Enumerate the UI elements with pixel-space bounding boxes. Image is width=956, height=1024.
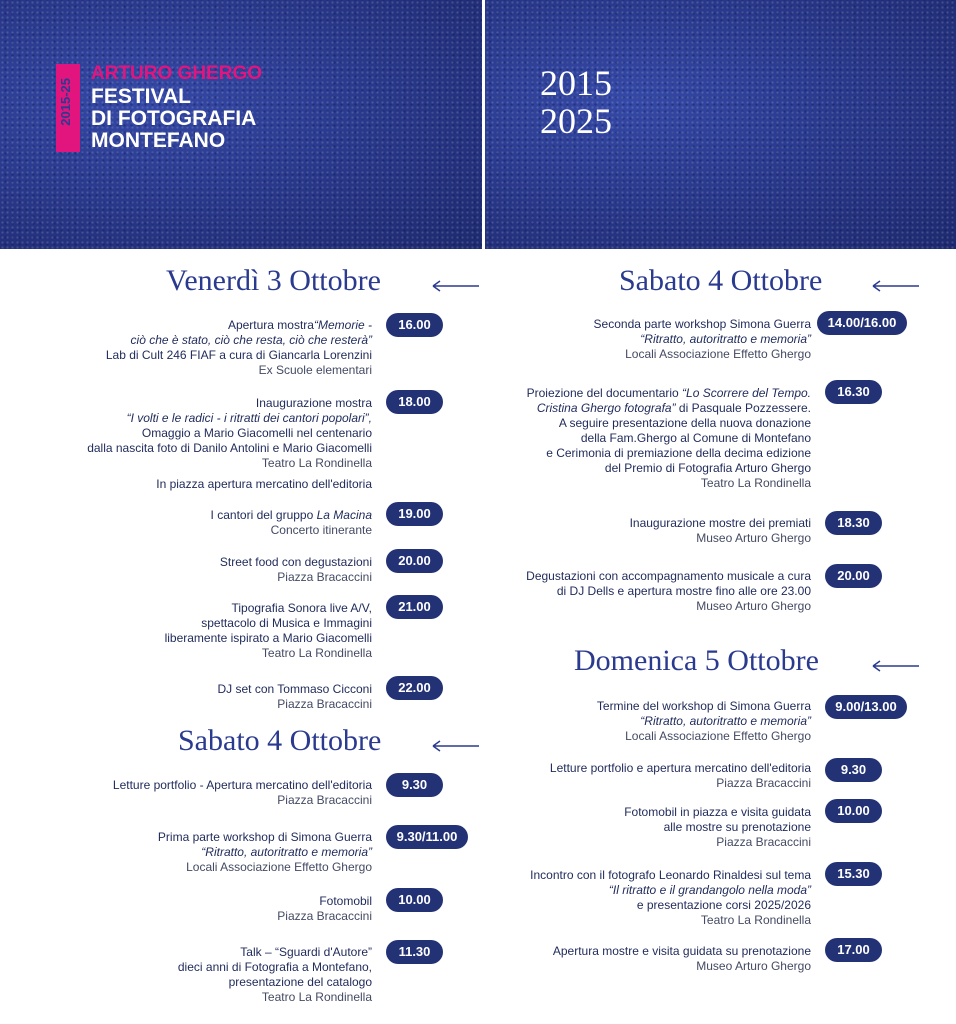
event-text: La Macina [316, 508, 372, 522]
logo-name: ARTURO GHERGO [91, 63, 262, 84]
event-text: dieci anni di Fotografia a Montefano, [177, 960, 372, 974]
header-panel-left [0, 0, 482, 249]
event-text: A seguire presentazione della nuova donazione [558, 416, 811, 430]
event-text: Incontro con il fotografo Leonardo Rinaldesi sul tema [530, 868, 811, 882]
time-badge: 16.30 [825, 380, 882, 404]
event-text [527, 386, 811, 401]
event-item [106, 318, 372, 378]
event-location: Piazza Bracaccini [716, 776, 811, 790]
logo-vertical-text: 2015-25 [58, 78, 73, 126]
logo-festival: FESTIVAL [91, 85, 191, 108]
event-location: Concerto itinerante [270, 523, 372, 537]
event-item [87, 396, 372, 471]
time-badge: 22.00 [386, 676, 443, 700]
event-text: Letture portfolio e apertura mercatino dell'editoria [549, 761, 811, 775]
logo-town: MONTEFANO [91, 129, 226, 152]
event-item [594, 317, 811, 362]
event-text: “I volti e le radici - i ritratti dei cantori popolari”, [126, 411, 372, 425]
header-banner [0, 0, 956, 249]
year-start: 2015 [540, 63, 612, 103]
event-text: Lab di Cult 246 FIAF a cura di Giancarla Lorenzini [105, 348, 372, 362]
event-location: Teatro La Rondinella [261, 990, 372, 1004]
event-text: DJ set con Tommaso Cicconi [217, 682, 372, 696]
time-badge: 16.00 [386, 313, 443, 337]
event-location: Museo Arturo Ghergo [696, 959, 811, 973]
event-text: della Fam.Ghergo al Comune di Montefano [580, 431, 811, 445]
event-item [526, 569, 811, 614]
time-badge: 18.00 [386, 390, 443, 414]
event-text: Apertura mostra [227, 318, 314, 332]
event-text: Fotomobil [319, 894, 372, 908]
left-arrow-icon [872, 280, 920, 292]
event-text: Omaggio a Mario Giacomelli nel centenario [141, 426, 372, 440]
event-location: Ex Scuole elementari [258, 363, 372, 377]
time-badge: 19.00 [386, 502, 443, 526]
event-item [156, 477, 372, 492]
event-location: Piazza Bracaccini [277, 570, 372, 584]
event-text: ciò che è stato, ciò che resta, ciò che resterà” [130, 333, 372, 347]
event-text: Prima parte workshop di Simona Guerra [157, 830, 372, 844]
event-item [220, 555, 372, 585]
event-text: Inaugurazione mostra [255, 396, 372, 410]
event-text: Letture portfolio - Apertura mercatino dell'editoria [112, 778, 372, 792]
event-item [113, 778, 372, 808]
year-end: 2025 [540, 101, 612, 141]
event-text: Apertura mostre e visita guidata su prenotazione [552, 944, 811, 958]
event-location: Locali Associazione Effetto Ghergo [625, 347, 811, 361]
event-item [178, 945, 372, 1005]
event-text: spettacolo di Musica e Immagini [201, 616, 372, 630]
time-badge: 18.30 [825, 511, 882, 535]
event-text: presentazione del catalogo [228, 975, 372, 989]
event-text: Inaugurazione mostre dei premiati [629, 516, 811, 530]
event-text: “Memorie - [313, 318, 372, 332]
time-badge: 15.30 [825, 862, 882, 886]
event-item [211, 508, 372, 538]
event-location: Piazza Bracaccini [277, 793, 372, 807]
event-item [218, 682, 373, 712]
event-location: Piazza Bracaccini [716, 835, 811, 849]
event-item [624, 805, 811, 850]
event-item [158, 830, 372, 875]
time-badge: 10.00 [386, 888, 443, 912]
time-badge: 10.00 [825, 799, 882, 823]
logo-vertical-bar [56, 64, 80, 152]
time-badge: 17.00 [825, 938, 882, 962]
event-text: “Il ritratto e il grandangolo nella moda” [608, 883, 811, 897]
event-location: Piazza Bracaccini [277, 909, 372, 923]
event-item [597, 699, 811, 744]
event-item [277, 894, 372, 924]
time-badge: 21.00 [386, 595, 443, 619]
event-location: Locali Associazione Effetto Ghergo [186, 860, 372, 874]
time-badge: 11.30 [386, 940, 443, 964]
event-text: di DJ Dells e apertura mostre fino alle ore 23.00 [556, 584, 811, 598]
years [540, 64, 612, 140]
event-text [106, 318, 372, 333]
event-text: di Pasquale Pozzessere. [675, 401, 811, 415]
event-text: I cantori del gruppo [210, 508, 317, 522]
time-badge: 9.00/13.00 [825, 695, 907, 719]
time-badge: 9.30/11.00 [386, 825, 468, 849]
time-badge: 9.30 [386, 773, 443, 797]
time-badge: 14.00/16.00 [817, 311, 907, 335]
event-item [527, 386, 811, 491]
event-text: Fotomobil in piazza e visita guidata [624, 805, 811, 819]
time-badge: 9.30 [825, 758, 882, 782]
event-text: Termine del workshop di Simona Guerra [596, 699, 811, 713]
event-item [550, 761, 811, 791]
day-title-saturday-right: Sabato 4 Ottobre [619, 264, 823, 297]
event-text: Cristina Ghergo fotografa” [536, 401, 676, 415]
event-item [165, 601, 372, 661]
event-text: e presentazione corsi 2025/2026 [636, 898, 811, 912]
event-text: alle mostre su prenotazione [663, 820, 811, 834]
event-text: liberamente ispirato a Mario Giacomelli [164, 631, 372, 645]
event-text: Proiezione del documentario [526, 386, 683, 400]
event-location: Museo Arturo Ghergo [696, 599, 811, 613]
event-location: Teatro La Rondinella [261, 646, 372, 660]
event-item [553, 944, 811, 974]
event-item [630, 516, 811, 546]
day-title-sunday: Domenica 5 Ottobre [574, 644, 819, 677]
event-location: Teatro La Rondinella [700, 476, 811, 490]
left-arrow-icon [432, 280, 480, 292]
logo-fotografia: DI FOTOGRAFIA [91, 107, 257, 130]
event-location: Piazza Bracaccini [277, 697, 372, 711]
event-item [530, 868, 811, 928]
event-location: Museo Arturo Ghergo [696, 531, 811, 545]
left-arrow-icon [432, 740, 480, 752]
time-badge: 20.00 [386, 549, 443, 573]
event-text: “Ritratto, autoritratto e memoria” [640, 332, 811, 346]
event-text: “Lo Scorrere del Tempo. [682, 386, 811, 400]
left-arrow-icon [872, 660, 920, 672]
event-text: In piazza apertura mercatino dell'editoria [156, 477, 372, 491]
event-text [211, 508, 372, 523]
event-text: Seconda parte workshop Simona Guerra [593, 317, 811, 331]
event-location: Teatro La Rondinella [261, 456, 372, 470]
event-text: del Premio di Fotografia Arturo Ghergo [604, 461, 811, 475]
event-text: Street food con degustazioni [219, 555, 372, 569]
event-text: Degustazioni con accompagnamento musicale a cura [526, 569, 811, 583]
event-text: e Cerimonia di premiazione della decima edizione [546, 446, 811, 460]
event-text: Tipografia Sonora live A/V, [231, 601, 372, 615]
event-text: “Ritratto, autoritratto e memoria” [640, 714, 811, 728]
event-location: Locali Associazione Effetto Ghergo [625, 729, 811, 743]
event-text: dalla nascita foto di Danilo Antolini e Mario Giacomelli [87, 441, 372, 455]
event-location: Teatro La Rondinella [700, 913, 811, 927]
event-text [527, 401, 811, 416]
event-text: “Ritratto, autoritratto e memoria” [201, 845, 372, 859]
event-text: Talk – “Sguardi d'Autore” [240, 945, 372, 959]
time-badge: 20.00 [825, 564, 882, 588]
day-title-saturday-left: Sabato 4 Ottobre [178, 724, 382, 757]
day-title-friday: Venerdì 3 Ottobre [166, 264, 381, 297]
